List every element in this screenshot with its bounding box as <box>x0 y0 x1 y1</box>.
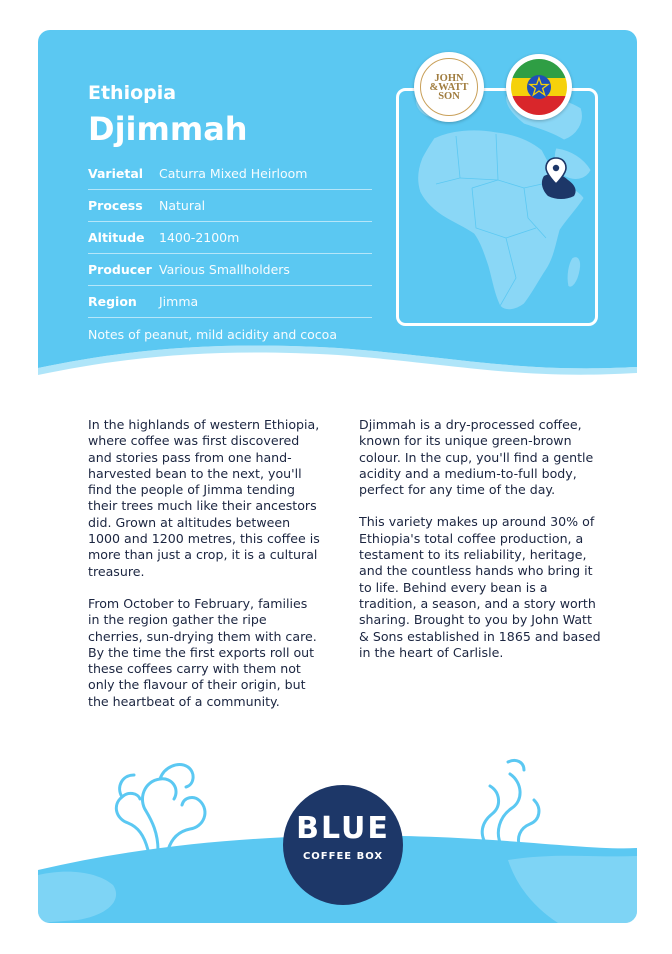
spec-label: Region <box>88 294 137 309</box>
spec-row-altitude <box>88 222 372 254</box>
spec-value: 1400-2100m <box>159 230 240 245</box>
roaster-badge <box>414 52 484 122</box>
spec-label: Process <box>88 198 143 213</box>
spec-table <box>88 158 372 318</box>
spec-row-region <box>88 286 372 318</box>
origin-country: Ethiopia <box>88 82 177 104</box>
spec-value: Jimma <box>159 294 199 309</box>
roaster-line-1: JOHN <box>434 72 464 84</box>
description-paragraph: From October to February, families in the region gather the ripe cherries, sun-drying them with care. By the time the first exports roll out these coffees carry with them not only the flavour of their origin, but the heartbeat of a community. <box>88 595 317 709</box>
spec-row-process <box>88 190 372 222</box>
spec-label: Varietal <box>88 166 144 181</box>
spec-value: Caturra Mixed Heirloom <box>159 166 308 181</box>
coffee-name: Djimmah <box>88 110 248 148</box>
spec-label: Producer <box>88 262 152 277</box>
description-paragraph: In the highlands of western Ethiopia, where coffee was first discovered and stories pass from one hand-harvested bean to the next, you'll find the people of Jimma tending their trees much like their ancestors did. Grown at altitudes between 1000 and 1200 metres, this coffee is more than just a crop, it is a cultural treasure. <box>88 417 320 579</box>
roaster-badge-inner <box>420 58 478 116</box>
africa-map <box>396 88 598 326</box>
spec-row-varietal <box>88 158 372 190</box>
ethiopia-flag-badge <box>506 54 572 120</box>
blue-coffee-box-logo <box>283 785 403 905</box>
description-paragraph: Djimmah is a dry-processed coffee, known for its unique green-brown colour. In the cup, you'll find a gentle acidity and a medium-to-full body, perfect for any time of the day. <box>359 417 594 498</box>
roaster-line-3: SON <box>438 90 460 102</box>
description-left <box>88 417 320 726</box>
logo-subtitle: COFFEE BOX <box>302 851 384 862</box>
steam-right-icon <box>458 752 558 852</box>
product-card <box>38 30 637 923</box>
logo-brand: BLUE <box>296 811 390 846</box>
spec-row-producer <box>88 254 372 286</box>
description-right <box>359 417 605 677</box>
tasting-notes: Notes of peanut, mild acidity and cocoa <box>88 327 337 342</box>
steam-left-icon <box>108 745 218 855</box>
roaster-line-2: &WATT <box>429 81 469 93</box>
description-paragraph: This variety makes up around 30% of Ethiopia's total coffee production, a testament to its reliability, heritage, and the countless hands who bring it to life. Behind every bean is a tradition, a season, and a story worth sharing. Brought to you by John Watt & Sons established in 1865 and based in the heart of Carlisle. <box>359 514 601 660</box>
spec-value: Various Smallholders <box>159 262 290 277</box>
spec-value: Natural <box>159 198 206 213</box>
ethiopia-flag-icon <box>506 54 572 120</box>
spec-label: Altitude <box>88 230 145 245</box>
